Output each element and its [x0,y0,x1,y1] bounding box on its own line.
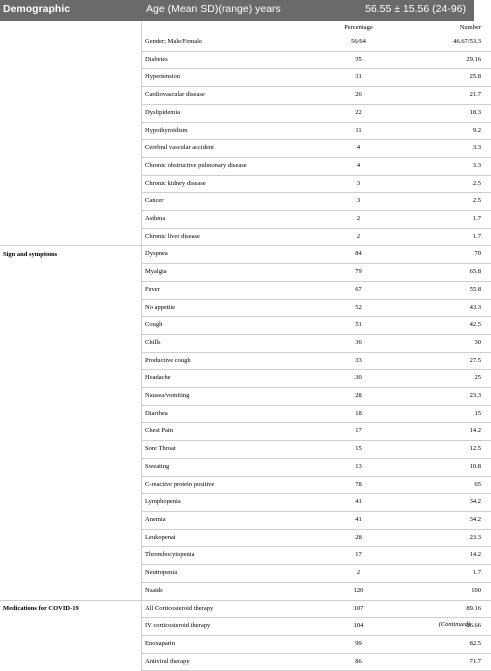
row-number: 3.3 [387,157,491,175]
row-group-label [0,51,142,69]
table-row [0,175,491,193]
row-percentage: 2 [330,228,387,246]
row-number: 43.3 [387,299,491,317]
row-group-label [0,618,142,636]
row-label: Antiviral therapy [142,653,331,671]
table-header-bar [0,0,474,21]
row-number: 14.2 [387,423,491,441]
row-percentage: 120 [330,582,387,600]
row-label: Asthma [142,211,331,229]
table-row [0,388,491,406]
row-group-label [0,511,142,529]
table-row [0,441,491,459]
row-label: Thrombocytopenia [142,547,331,565]
table-row [0,476,491,494]
row-number: 9.2 [387,122,491,140]
row-label: Dyslipidemia [142,104,331,122]
table-row [0,547,491,565]
row-label: Enoxaparin [142,635,331,653]
row-group-label [0,458,142,476]
row-group-label [0,529,142,547]
table-row [0,334,491,352]
row-label: Sweating [142,458,331,476]
row-group-label [0,423,142,441]
row-number: 65 [387,476,491,494]
row-number: 27.5 [387,352,491,370]
row-number: 21.7 [387,87,491,105]
row-percentage: 3 [330,175,387,193]
table-row [0,405,491,423]
row-percentage: 28 [330,388,387,406]
row-number: 34.2 [387,494,491,512]
row-number: 70 [387,246,491,264]
row-percentage: 28 [330,529,387,547]
row-number: 30 [387,334,491,352]
row-number: 2.5 [387,193,491,211]
row-group-label [0,494,142,512]
table-row [0,600,491,618]
row-percentage: 79 [330,264,387,282]
row-label: All Corticosteroid therapy [142,600,331,618]
row-label: Chest Pain [142,423,331,441]
table-row [0,87,491,105]
table-row [0,653,491,671]
table-row [0,529,491,547]
row-percentage: 22 [330,104,387,122]
row-group-label: Sign and symptoms [0,246,142,264]
row-group-label [0,299,142,317]
row-number: 46.67/53.3 [387,34,491,51]
table-row [0,370,491,388]
row-label: Leukopenai [142,529,331,547]
row-percentage: 104 [330,618,387,636]
row-number: 25.8 [387,69,491,87]
row-group-label [0,388,142,406]
row-label: Chronic liver disease [142,228,331,246]
row-number: 23.3 [387,388,491,406]
row-group-label [0,264,142,282]
row-label: Gender; Male/Female [142,34,331,51]
row-group-label [0,565,142,583]
row-label: Nsaids [142,582,331,600]
row-percentage: 17 [330,547,387,565]
table-row [0,317,491,335]
row-number: 12.5 [387,441,491,459]
row-label: Cough [142,317,331,335]
row-percentage: 4 [330,157,387,175]
header-age-label: Age (Mean SD)(range) years [146,3,281,15]
table-row [0,582,491,600]
row-label: Chills [142,334,331,352]
row-group-label: Medications for COVID-19 [0,600,142,618]
row-percentage: 84 [330,246,387,264]
row-percentage: 99 [330,635,387,653]
row-group-label [0,476,142,494]
column-header-number: Number [459,24,481,31]
row-percentage: 67 [330,281,387,299]
row-label: Cancer [142,193,331,211]
row-number: 34.2 [387,511,491,529]
row-group-label [0,228,142,246]
row-group-label [0,157,142,175]
row-label: C-reactive protein positive [142,476,331,494]
row-percentage: 18 [330,405,387,423]
row-number: 3.3 [387,140,491,158]
row-percentage: 41 [330,494,387,512]
row-percentage: 107 [330,600,387,618]
row-group-label [0,281,142,299]
row-group-label [0,87,142,105]
table-row [0,281,491,299]
row-percentage: 41 [330,511,387,529]
row-group-label [0,175,142,193]
row-label: Diarrhea [142,405,331,423]
row-group-label [0,69,142,87]
row-percentage: 13 [330,458,387,476]
row-label: Fever [142,281,331,299]
row-percentage: 2 [330,211,387,229]
row-label: Cerebral vascular accident [142,140,331,158]
row-label: IV corticosteroid therapy [142,618,331,636]
row-label: Anemia [142,511,331,529]
row-percentage: 31 [330,69,387,87]
row-label: Hypothyroidism [142,122,331,140]
row-group-label [0,334,142,352]
row-group-label [0,441,142,459]
row-group-label [0,405,142,423]
row-group-label [0,352,142,370]
row-group-label [0,635,142,653]
row-number: 25 [387,370,491,388]
row-percentage: 30 [330,370,387,388]
row-label: Headache [142,370,331,388]
row-number: 89.16 [387,600,491,618]
row-label: Sore Throat [142,441,331,459]
row-label: Chronic obstructive pulmonary disease [142,157,331,175]
row-percentage: 26 [330,87,387,105]
table-row [0,565,491,583]
table-row [0,635,491,653]
table-row [0,211,491,229]
row-label: Diabetes [142,51,331,69]
row-percentage: 2 [330,565,387,583]
table-row [0,299,491,317]
row-number: 55.8 [387,281,491,299]
row-percentage: 86 [330,653,387,671]
row-number: 100 [387,582,491,600]
table-row [0,51,491,69]
row-label: Dyspnea [142,246,331,264]
row-group-label [0,211,142,229]
row-number: 18.3 [387,104,491,122]
row-percentage: 56/64 [330,34,387,51]
table-row [0,140,491,158]
row-number: 1.7 [387,228,491,246]
row-number: 1.7 [387,211,491,229]
row-percentage: 15 [330,441,387,459]
row-group-label [0,193,142,211]
row-number: 2.5 [387,175,491,193]
row-group-label [0,547,142,565]
row-group-label [0,317,142,335]
table-row [0,69,491,87]
row-percentage: 78 [330,476,387,494]
row-number: 71.7 [387,653,491,671]
table-row [0,104,491,122]
row-number: 29.16 [387,51,491,69]
row-number: 82.5 [387,635,491,653]
row-number: 42.5 [387,317,491,335]
row-percentage: 35 [330,51,387,69]
row-group-label [0,370,142,388]
row-number: 14.2 [387,547,491,565]
table-row [0,193,491,211]
table-row [0,423,491,441]
table-row [0,228,491,246]
row-percentage: 3 [330,193,387,211]
table-row [0,264,491,282]
row-label: Lymphopenia [142,494,331,512]
row-number: 65.8 [387,264,491,282]
table-row [0,511,491,529]
row-label: Hypertension [142,69,331,87]
row-label: Neutropenia [142,565,331,583]
row-group-label [0,140,142,158]
row-label: Nausea/vomiting [142,388,331,406]
row-percentage: 4 [330,140,387,158]
table-row [0,122,491,140]
row-label: Cardiovascular disease [142,87,331,105]
table-row [0,34,491,51]
row-number: 1.7 [387,565,491,583]
row-percentage: 17 [330,423,387,441]
row-label: Productive cough [142,352,331,370]
row-group-label [0,582,142,600]
table-row [0,352,491,370]
table-row [0,246,491,264]
row-group-label [0,34,142,51]
column-header-percentage: Percentage [344,24,373,31]
row-percentage: 51 [330,317,387,335]
row-percentage: 36 [330,334,387,352]
row-label: No appetite [142,299,331,317]
table-row [0,618,491,636]
header-age-value: 56.55 ± 15.56 (24-96) [365,3,466,15]
column-header-row [0,21,491,34]
continued-note: (Continued) [438,621,470,628]
row-percentage: 11 [330,122,387,140]
table-row [0,157,491,175]
header-demographic: Demographic [3,3,71,15]
row-label: Myalgia [142,264,331,282]
row-number: 23.3 [387,529,491,547]
row-percentage: 52 [330,299,387,317]
row-number: 86.66 [387,618,491,636]
table-row [0,494,491,512]
row-group-label [0,122,142,140]
demographics-table [0,21,491,671]
table-row [0,458,491,476]
row-label: Chronic kidney disease [142,175,331,193]
row-group-label [0,653,142,671]
row-percentage: 33 [330,352,387,370]
row-number: 15 [387,405,491,423]
row-number: 10.8 [387,458,491,476]
row-group-label [0,104,142,122]
